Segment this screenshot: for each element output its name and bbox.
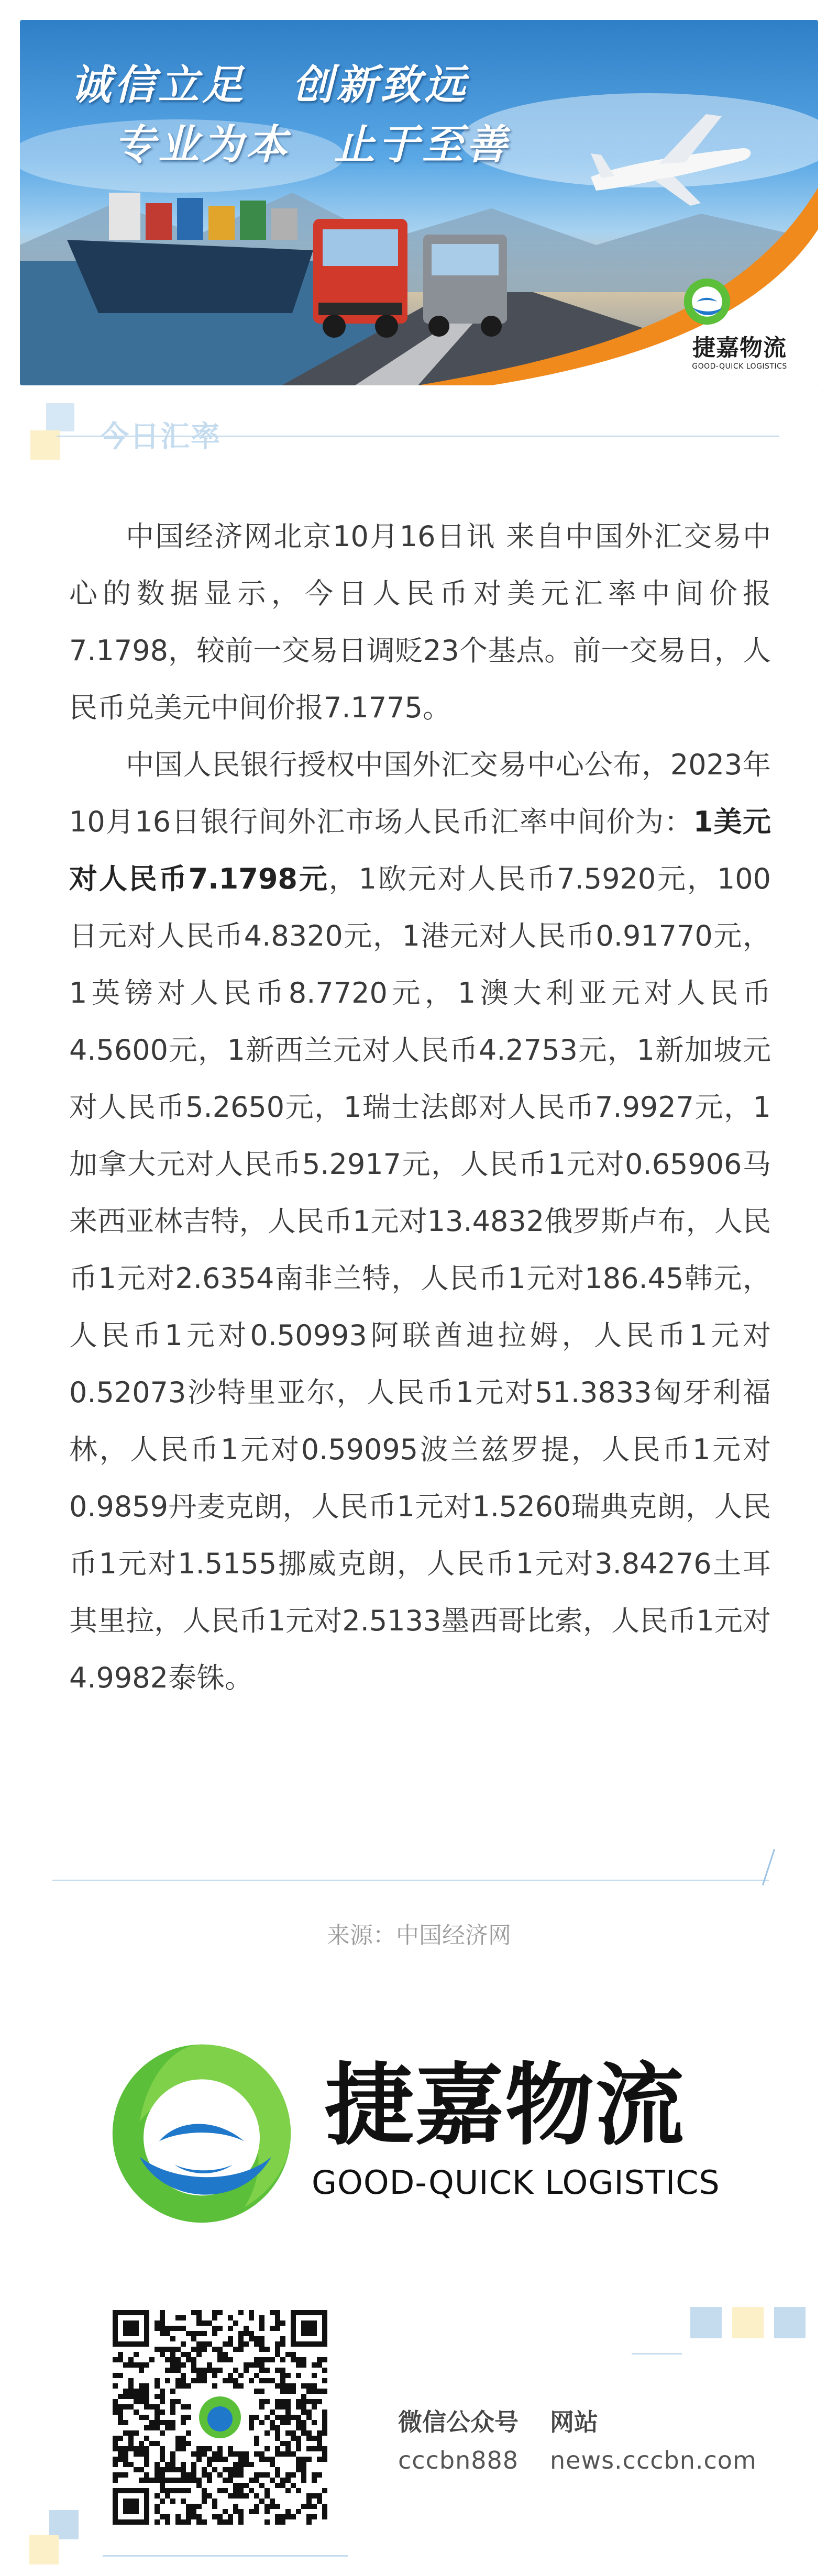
footer-decoration-blue-2 xyxy=(774,2307,806,2338)
footer-decoration-yellow xyxy=(732,2307,764,2338)
article-paragraph-1: 中国经济网北京10月16日讯 来自中国外汇交易中心的数据显示，今日人民币对美元汇率中间价报7.1798，较前一交易日调贬23个基点。前一交易日，人民币兑美元中间价报7.1775。 xyxy=(69,520,771,724)
article-paragraph-2 xyxy=(69,736,771,1706)
slogan-line1-right: 创新致远 xyxy=(292,61,469,109)
footer-line-top xyxy=(632,2353,682,2355)
footer-line-bottom xyxy=(103,2555,348,2557)
qr-code-icon xyxy=(113,2310,327,2525)
company-name: 捷嘉物流 xyxy=(325,2054,686,2158)
title-decoration-blue xyxy=(46,403,74,431)
title-decoration-yellow xyxy=(30,430,60,460)
footer-decoration-yellow-left xyxy=(29,2535,59,2564)
slogan-line2-right: 止于至善 xyxy=(334,121,511,169)
footer-decoration-blue xyxy=(690,2307,722,2338)
paragraph-2-rest: ，1欧元对人民币7.5920元，100日元对人民币4.8320元，1港元对人民币0.91770元，1英镑对人民币8.7720元，1澳大利亚元对人民币4.5600元，1新西兰元对人民币4.2753元，1新加坡元对人民币5.2650元，1瑞士法郎对人民币7.9927元，1加拿大元对人民币5.2917元，人民币1元对0.65906马来西亚林吉特，人民币1元对13.4832俄罗斯卢布，人民币1元对2.6354南非兰特，人民币1元对186.45韩元，人民币1元对0.50993阿联酋迪拉姆，人民币1元对0.52073沙特里亚尔，人民币1元对51.3833匈牙利福林，人民币1元对0.59095波兰兹罗提，人民币1元对0.9859丹麦克朗，人民币1元对1.5260瑞典克朗，人民币1元对1.5155挪威克朗，人民币1元对3.84276土耳其里拉，人民币1元对2.5133墨西哥比索，人民币1元对4.9982泰铢。 xyxy=(69,862,771,1694)
section-title: 今日汇率 xyxy=(100,420,221,454)
wechat-label: 微信公众号 xyxy=(398,2408,519,2436)
wechat-id: cccbn888 xyxy=(398,2446,519,2474)
header-banner xyxy=(20,20,818,385)
banner-brand-name: 捷嘉物流 xyxy=(692,335,787,361)
company-logo-icon xyxy=(105,2037,299,2230)
banner-brand-subtitle: GOOD-QUICK LOGISTICS xyxy=(692,362,787,371)
slogan-line1-left: 诚信立足 xyxy=(70,61,247,109)
usd-rate-highlight: 1美元对人民币7.1798元 xyxy=(69,805,771,895)
website-url[interactable]: news.cccbn.com xyxy=(550,2446,757,2474)
paragraph-2-lead: 中国人民银行授权中国外汇交易中心公布，2023年10月16日银行间外汇市场人民币汇率中间价为： xyxy=(69,748,771,838)
company-logo-icon xyxy=(682,276,732,327)
banner-brand xyxy=(682,276,797,371)
company-english-name: GOOD-QUICK LOGISTICS xyxy=(312,2163,720,2202)
source-credit: 来源：中国经济网 xyxy=(327,1922,511,1949)
website-label: 网站 xyxy=(550,2408,598,2436)
article-body xyxy=(69,508,771,1706)
company-logo-block xyxy=(105,2042,733,2230)
article-divider xyxy=(52,1880,769,1881)
slogan-line2-left: 专业为本 xyxy=(114,121,291,169)
qr-code[interactable] xyxy=(113,2310,327,2525)
